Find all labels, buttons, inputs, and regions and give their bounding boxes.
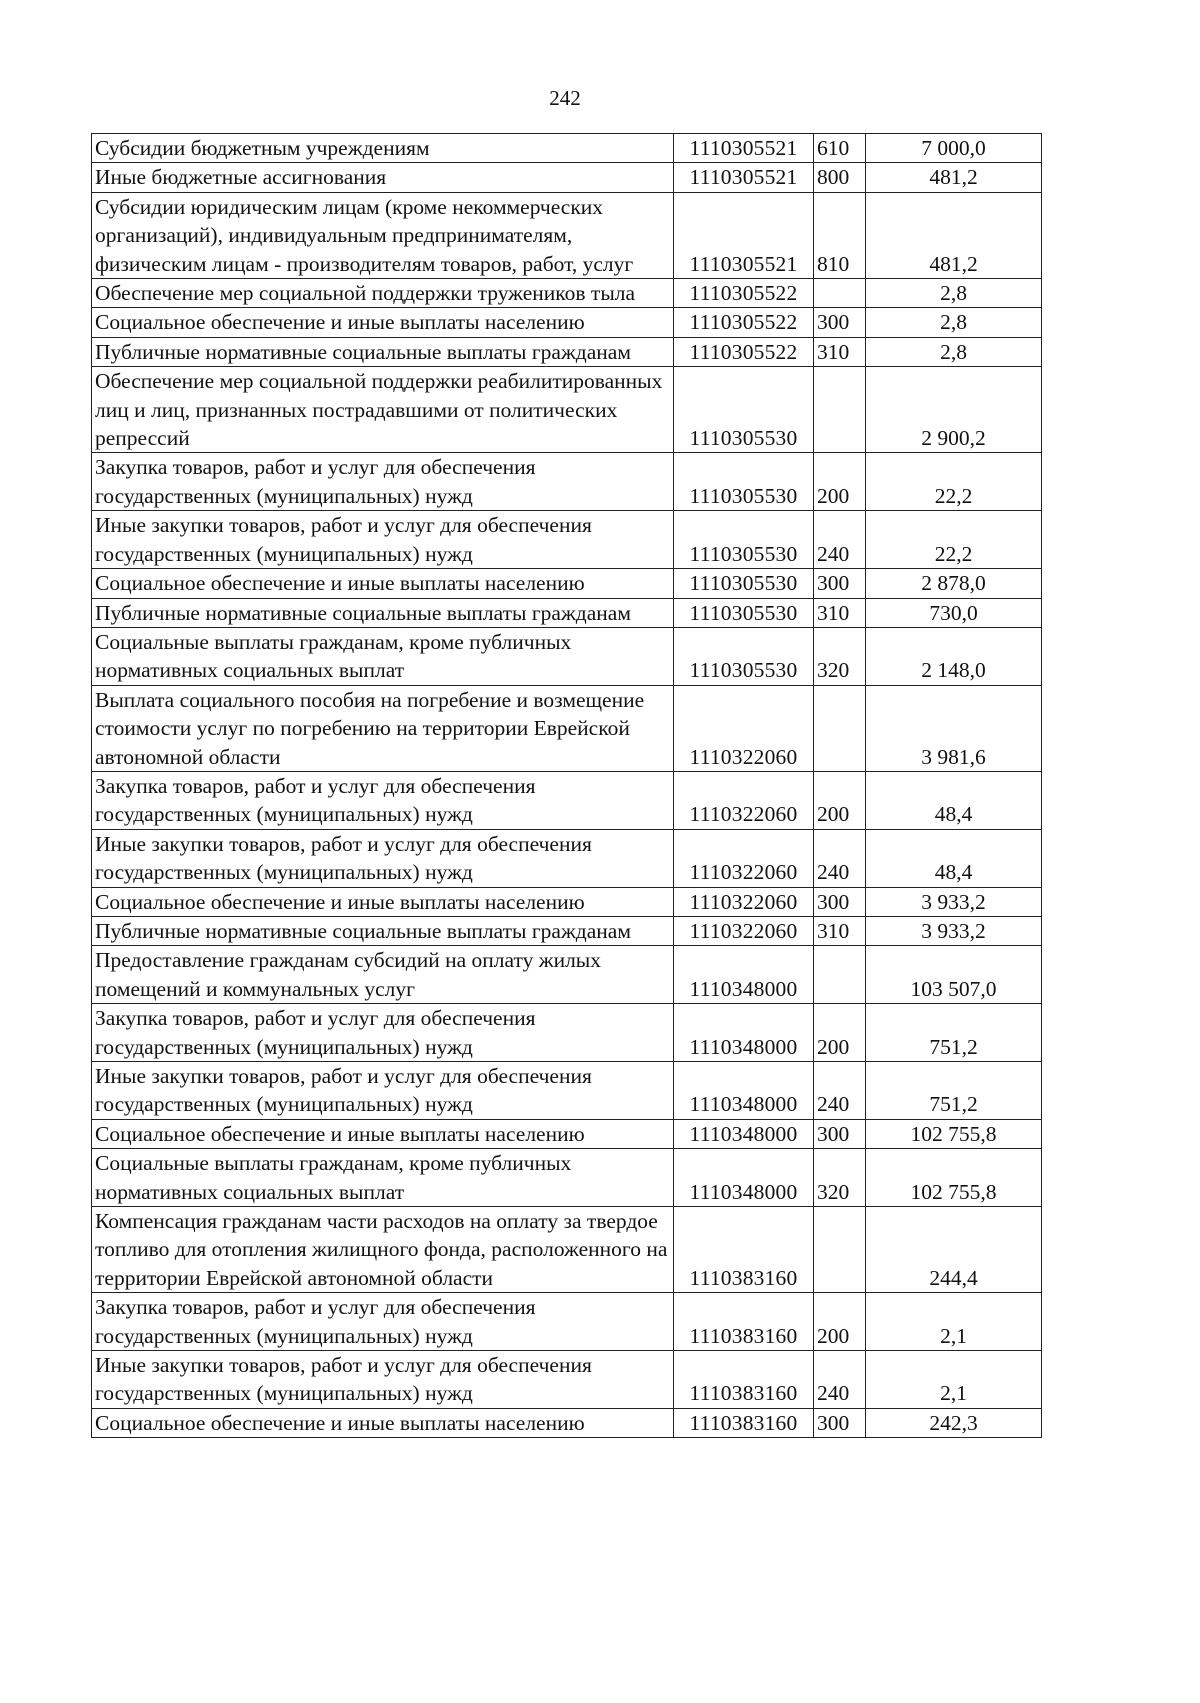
target-article-code-cell: 1110348000 xyxy=(674,1119,814,1148)
expense-type-code-cell: 810 xyxy=(814,192,866,278)
expense-name-cell: Субсидии юридическим лицам (кроме некоммерческих организаций), индивидуальным предпринимателям, физическим лицам - производителям товаров, работ, услуг xyxy=(92,192,674,278)
amount-cell: 102 755,8 xyxy=(866,1149,1042,1207)
expense-name-cell: Закупка товаров, работ и услуг для обеспечения государственных (муниципальных) нужд xyxy=(92,1293,674,1351)
amount-cell: 2 878,0 xyxy=(866,569,1042,598)
target-article-code-cell: 1110383160 xyxy=(674,1408,814,1437)
expense-name-cell: Компенсация гражданам части расходов на оплату за твердое топливо для отопления жилищного фонда, расположенного на территории Еврейской автономной области xyxy=(92,1207,674,1293)
table-row xyxy=(92,598,1042,627)
table-row xyxy=(92,569,1042,598)
table-row xyxy=(92,453,1042,511)
expense-name-cell: Социальное обеспечение и иные выплаты населению xyxy=(92,887,674,916)
expense-name-cell: Закупка товаров, работ и услуг для обеспечения государственных (муниципальных) нужд xyxy=(92,1004,674,1062)
target-article-code-cell: 1110348000 xyxy=(674,946,814,1004)
amount-cell: 2,8 xyxy=(866,279,1042,308)
target-article-code-cell: 1110348000 xyxy=(674,1004,814,1062)
expense-name-cell: Социальные выплаты гражданам, кроме публичных нормативных социальных выплат xyxy=(92,627,674,685)
target-article-code-cell: 1110322060 xyxy=(674,771,814,829)
expense-name-cell: Закупка товаров, работ и услуг для обеспечения государственных (муниципальных) нужд xyxy=(92,771,674,829)
table-row xyxy=(92,685,1042,771)
expense-type-code-cell: 320 xyxy=(814,1149,866,1207)
amount-cell: 102 755,8 xyxy=(866,1119,1042,1148)
expense-name-cell: Иные закупки товаров, работ и услуг для обеспечения государственных (муниципальных) нужд xyxy=(92,829,674,887)
table-row xyxy=(92,1004,1042,1062)
table-row xyxy=(92,946,1042,1004)
target-article-code-cell: 1110348000 xyxy=(674,1149,814,1207)
expense-type-code-cell: 300 xyxy=(814,308,866,337)
expense-type-code-cell: 240 xyxy=(814,1062,866,1120)
table-row xyxy=(92,916,1042,945)
amount-cell: 48,4 xyxy=(866,829,1042,887)
target-article-code-cell: 1110305522 xyxy=(674,337,814,366)
expense-type-code-cell: 300 xyxy=(814,1119,866,1148)
target-article-code-cell: 1110322060 xyxy=(674,685,814,771)
table-row xyxy=(92,134,1042,163)
expense-name-cell: Иные бюджетные ассигнования xyxy=(92,163,674,192)
expense-type-code-cell: 310 xyxy=(814,598,866,627)
expense-type-code-cell: 200 xyxy=(814,771,866,829)
target-article-code-cell: 1110322060 xyxy=(674,916,814,945)
target-article-code-cell: 1110322060 xyxy=(674,887,814,916)
expense-name-cell: Субсидии бюджетным учреждениям xyxy=(92,134,674,163)
expense-name-cell: Иные закупки товаров, работ и услуг для обеспечения государственных (муниципальных) нужд xyxy=(92,1351,674,1409)
expense-type-code-cell: 310 xyxy=(814,916,866,945)
amount-cell: 7 000,0 xyxy=(866,134,1042,163)
expense-type-code-cell: 240 xyxy=(814,1351,866,1409)
expense-type-code-cell: 800 xyxy=(814,163,866,192)
table-row xyxy=(92,163,1042,192)
expense-type-code-cell: 300 xyxy=(814,569,866,598)
target-article-code-cell: 1110305521 xyxy=(674,134,814,163)
expense-name-cell: Иные закупки товаров, работ и услуг для обеспечения государственных (муниципальных) нужд xyxy=(92,1062,674,1120)
table-row xyxy=(92,887,1042,916)
target-article-code-cell: 1110305530 xyxy=(674,598,814,627)
table-row xyxy=(92,1408,1042,1437)
amount-cell: 2 148,0 xyxy=(866,627,1042,685)
target-article-code-cell: 1110305530 xyxy=(674,511,814,569)
expense-type-code-cell: 200 xyxy=(814,453,866,511)
target-article-code-cell: 1110348000 xyxy=(674,1062,814,1120)
table-row xyxy=(92,829,1042,887)
page-number: 242 xyxy=(549,86,581,110)
target-article-code-cell: 1110383160 xyxy=(674,1207,814,1293)
amount-cell: 103 507,0 xyxy=(866,946,1042,1004)
expense-name-cell: Социальное обеспечение и иные выплаты населению xyxy=(92,1119,674,1148)
expense-name-cell: Социальное обеспечение и иные выплаты населению xyxy=(92,308,674,337)
expense-name-cell: Закупка товаров, работ и услуг для обеспечения государственных (муниципальных) нужд xyxy=(92,453,674,511)
table-row xyxy=(92,337,1042,366)
expense-name-cell: Обеспечение мер социальной поддержки реабилитированных лиц и лиц, признанных пострадавшими от политических репрессий xyxy=(92,367,674,453)
expense-type-code-cell: 200 xyxy=(814,1004,866,1062)
table-row xyxy=(92,1293,1042,1351)
amount-cell: 481,2 xyxy=(866,192,1042,278)
amount-cell: 2 900,2 xyxy=(866,367,1042,453)
expense-type-code-cell: 300 xyxy=(814,887,866,916)
expense-name-cell: Иные закупки товаров, работ и услуг для обеспечения государственных (муниципальных) нужд xyxy=(92,511,674,569)
amount-cell: 22,2 xyxy=(866,453,1042,511)
table-row xyxy=(92,1351,1042,1409)
table-row xyxy=(92,279,1042,308)
expense-name-cell: Публичные нормативные социальные выплаты гражданам xyxy=(92,337,674,366)
expense-name-cell: Социальные выплаты гражданам, кроме публичных нормативных социальных выплат xyxy=(92,1149,674,1207)
expense-type-code-cell: 240 xyxy=(814,829,866,887)
expense-type-code-cell: 310 xyxy=(814,337,866,366)
expense-name-cell: Социальное обеспечение и иные выплаты населению xyxy=(92,569,674,598)
table-row xyxy=(92,308,1042,337)
target-article-code-cell: 1110383160 xyxy=(674,1351,814,1409)
table-row xyxy=(92,511,1042,569)
target-article-code-cell: 1110305530 xyxy=(674,367,814,453)
expense-name-cell: Публичные нормативные социальные выплаты гражданам xyxy=(92,916,674,945)
amount-cell: 3 933,2 xyxy=(866,916,1042,945)
amount-cell: 22,2 xyxy=(866,511,1042,569)
table-row xyxy=(92,1149,1042,1207)
amount-cell: 2,1 xyxy=(866,1293,1042,1351)
expense-name-cell: Выплата социального пособия на погребение и возмещение стоимости услуг по погребению на территории Еврейской автономной области xyxy=(92,685,674,771)
table-row xyxy=(92,1119,1042,1148)
amount-cell: 751,2 xyxy=(866,1004,1042,1062)
amount-cell: 3 933,2 xyxy=(866,887,1042,916)
expense-name-cell: Социальное обеспечение и иные выплаты населению xyxy=(92,1408,674,1437)
target-article-code-cell: 1110322060 xyxy=(674,829,814,887)
target-article-code-cell: 1110383160 xyxy=(674,1293,814,1351)
target-article-code-cell: 1110305530 xyxy=(674,569,814,598)
expense-type-code-cell: 300 xyxy=(814,1408,866,1437)
budget-table xyxy=(91,133,1042,1438)
expense-type-code-cell xyxy=(814,367,866,453)
amount-cell: 2,8 xyxy=(866,337,1042,366)
amount-cell: 48,4 xyxy=(866,771,1042,829)
expense-type-code-cell: 200 xyxy=(814,1293,866,1351)
amount-cell: 730,0 xyxy=(866,598,1042,627)
amount-cell: 751,2 xyxy=(866,1062,1042,1120)
table-row xyxy=(92,1207,1042,1293)
amount-cell: 481,2 xyxy=(866,163,1042,192)
amount-cell: 2,8 xyxy=(866,308,1042,337)
expense-type-code-cell: 240 xyxy=(814,511,866,569)
target-article-code-cell: 1110305521 xyxy=(674,163,814,192)
amount-cell: 242,3 xyxy=(866,1408,1042,1437)
target-article-code-cell: 1110305530 xyxy=(674,627,814,685)
table-row xyxy=(92,367,1042,453)
amount-cell: 3 981,6 xyxy=(866,685,1042,771)
table-row xyxy=(92,771,1042,829)
expense-type-code-cell xyxy=(814,685,866,771)
expense-type-code-cell: 320 xyxy=(814,627,866,685)
amount-cell: 2,1 xyxy=(866,1351,1042,1409)
expense-name-cell: Обеспечение мер социальной поддержки тружеников тыла xyxy=(92,279,674,308)
target-article-code-cell: 1110305522 xyxy=(674,308,814,337)
table-row xyxy=(92,192,1042,278)
expense-name-cell: Предоставление гражданам субсидий на оплату жилых помещений и коммунальных услуг xyxy=(92,946,674,1004)
budget-table-body xyxy=(92,134,1042,1438)
table-row xyxy=(92,627,1042,685)
expense-type-code-cell xyxy=(814,946,866,1004)
table-row xyxy=(92,1062,1042,1120)
amount-cell: 244,4 xyxy=(866,1207,1042,1293)
expense-name-cell: Публичные нормативные социальные выплаты гражданам xyxy=(92,598,674,627)
expense-type-code-cell xyxy=(814,279,866,308)
target-article-code-cell: 1110305530 xyxy=(674,453,814,511)
expense-type-code-cell: 610 xyxy=(814,134,866,163)
expense-type-code-cell xyxy=(814,1207,866,1293)
target-article-code-cell: 1110305521 xyxy=(674,192,814,278)
target-article-code-cell: 1110305522 xyxy=(674,279,814,308)
